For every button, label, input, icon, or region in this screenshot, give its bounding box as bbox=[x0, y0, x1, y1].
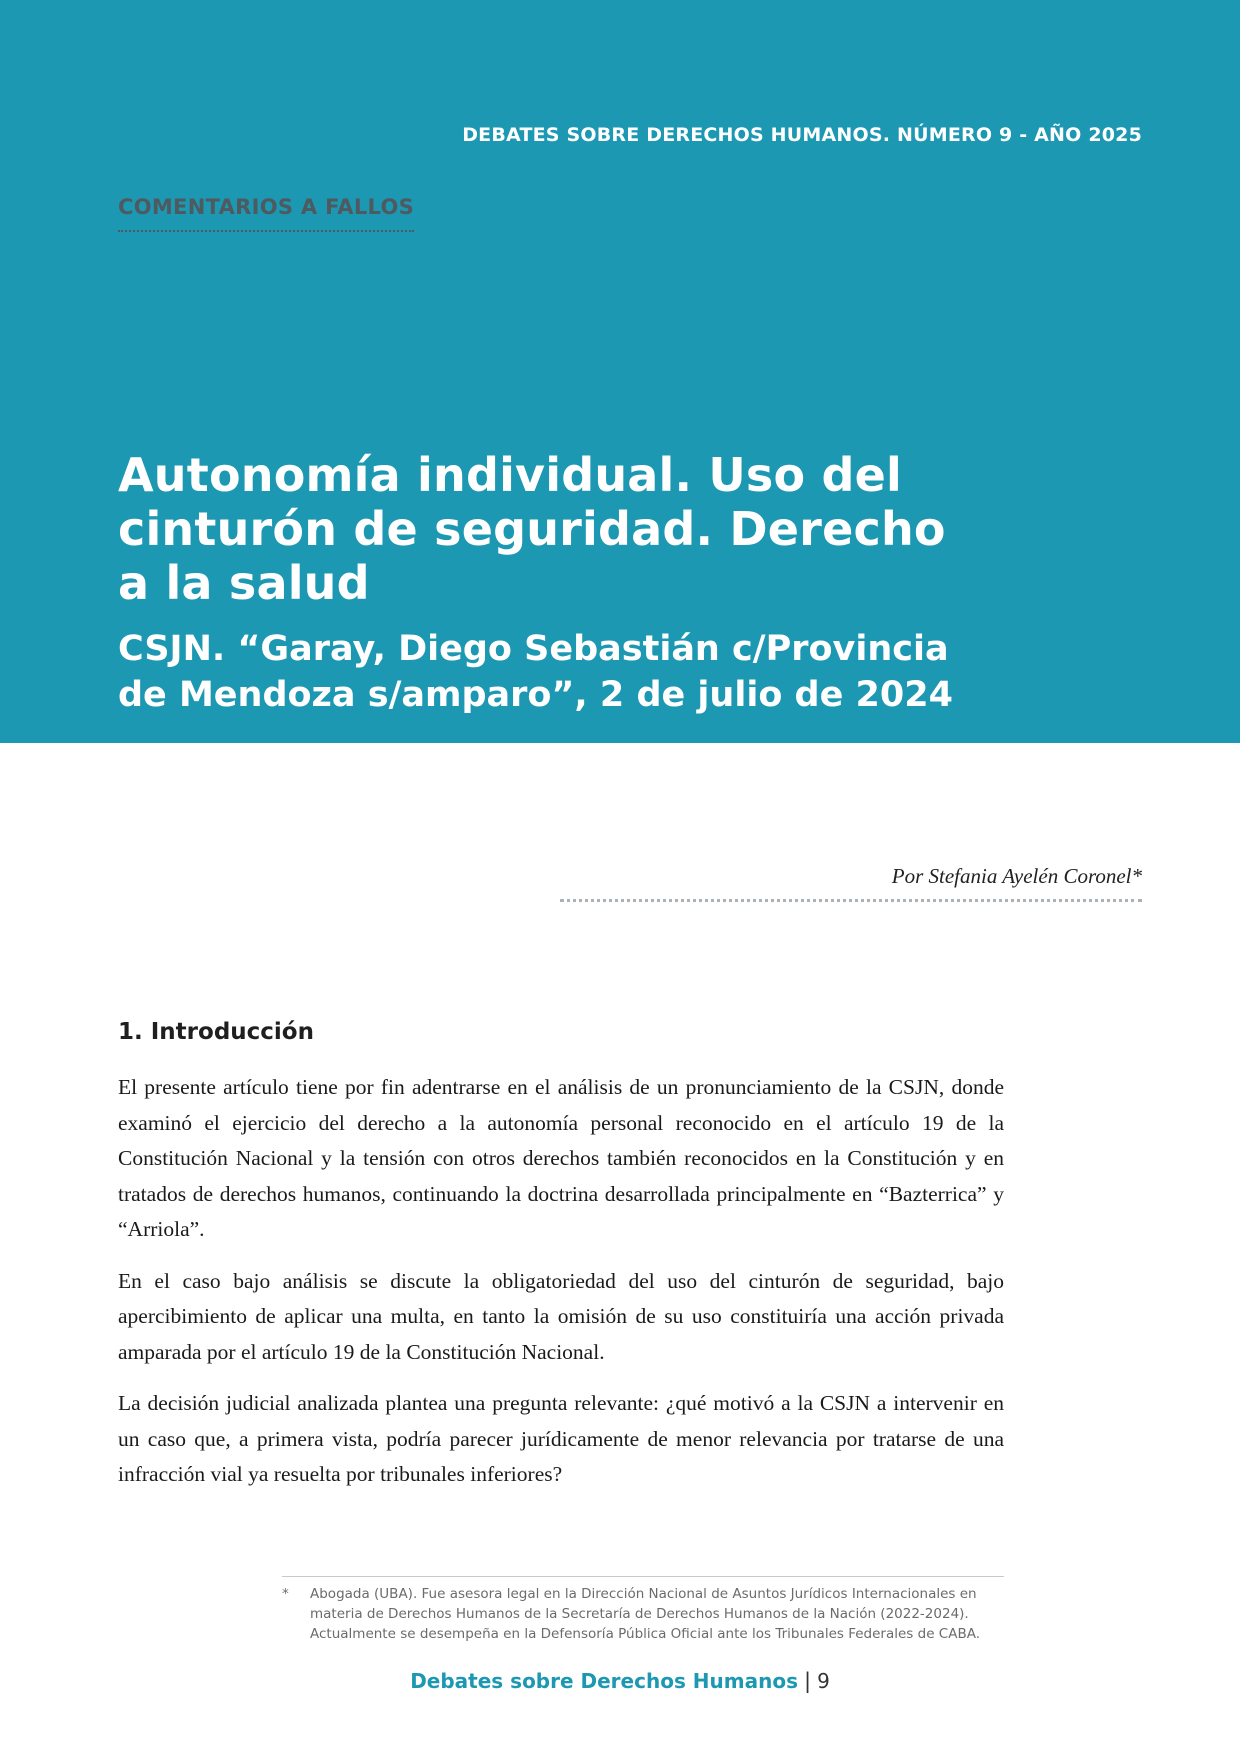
article-subtitle: CSJN. “Garay, Diego Sebastián c/Provincia de Mendoza s/amparo”, 2 de julio de 2024 bbox=[118, 629, 953, 715]
section-tag: COMENTARIOS A FALLOS bbox=[118, 195, 414, 232]
article-title: Autonomía individual. Uso del cinturón de seguridad. Derecho a la salud bbox=[118, 448, 946, 610]
footnote bbox=[282, 1584, 1004, 1644]
paragraph: El presente artículo tiene por fin adentrarse en el análisis de un pronunciamiento de la CSJN, donde examinó el ejercicio del derecho a la autonomía personal reconocido en el artículo 19 de la Constitución Nacional y la tensión con otros derechos también reconocidos en la Constitución y en tratados de derechos humanos, continuando la doctrina desarrollada principalmente en “Bazterrica” y “Arriola”. bbox=[118, 1075, 1004, 1241]
paragraph: La decisión judicial analizada plantea una pregunta relevante: ¿qué motivó a la CSJN a intervenir en un caso que, a primera vista, podría parecer jurídicamente de menor relevancia por tratarse de una infracción vial ya resuelta por tribunales inferiores? bbox=[118, 1391, 1004, 1486]
journal-issue-header: DEBATES SOBRE DERECHOS HUMANOS. NÚMERO 9 - AÑO 2025 bbox=[462, 124, 1142, 146]
byline-divider bbox=[560, 899, 1142, 902]
author-byline: Por Stefania Ayelén Coronel* bbox=[891, 864, 1142, 888]
page-footer bbox=[0, 1669, 1240, 1694]
footnote-text: Abogada (UBA). Fue asesora legal en la Dirección Nacional de Asuntos Jurídicos Internacionales en materia de Derechos Humanos de la Secretaría de Derechos Humanos de la Nación (2022-2024). Actualmente se desempeña en la Defensoría Pública Oficial ante los Tribunales Federales de CABA. bbox=[310, 1586, 981, 1642]
footnote-marker: * bbox=[282, 1586, 289, 1602]
section-heading: 1. Introducción bbox=[118, 1019, 314, 1045]
footer-separator: | bbox=[804, 1669, 812, 1693]
body-text bbox=[118, 1070, 1004, 1509]
page-number: 9 bbox=[817, 1669, 830, 1693]
paragraph: En el caso bajo análisis se discute la obligatoriedad del uso del cinturón de seguridad, bajo apercibimiento de aplicar una multa, en tanto la omisión de su uso constituiría una acción privada amparada por el artículo 19 de la Constitución Nacional. bbox=[118, 1268, 1004, 1364]
footer-journal-name: Debates sobre Derechos Humanos bbox=[410, 1669, 798, 1693]
footnote-divider bbox=[282, 1576, 1004, 1577]
